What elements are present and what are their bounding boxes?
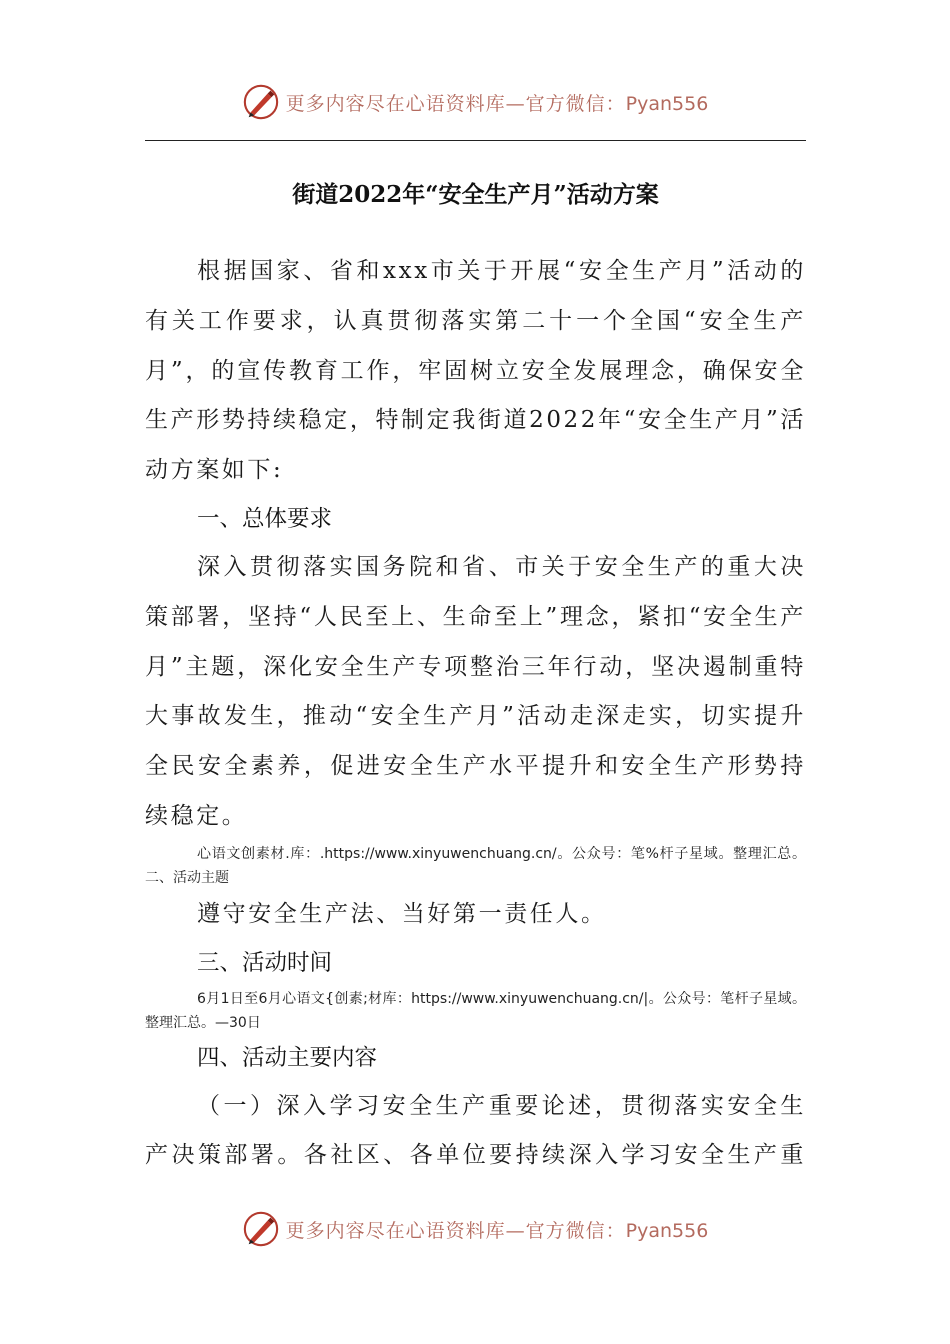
section-heading-3: 三、活动时间 — [197, 949, 333, 976]
intro-paragraph: 根据国家、省和xxx市关于开展“安全生产月”活动的有关工作要求，认真贯彻落实第二十一个全国“安全生产月”，的宣传教育工作，牢固树立安全发展理念，确保安全生产形势持续稳定，特制定我街道2022年“安全生产月”活动方案如下: — [145, 258, 806, 484]
pen-logo-icon — [242, 83, 280, 121]
footer-banner — [0, 1209, 950, 1249]
wechat-id: Pyan556 — [625, 92, 709, 115]
section-4-paragraph: （一）深入学习安全生产重要论述，贯彻落实安全生产决策部署。各社区、各单位要持续深入学习安全生产重 — [145, 1092, 806, 1169]
footer-banner-text: 更多内容尽在心语资料库—官方微信：Pyan556 — [285, 1219, 709, 1242]
document-body — [145, 247, 806, 1181]
watermark-note-2: 6月1日至6月心语文{创素;材库：https://www.xinyuwenchuang.cn/|。公众号：笔杆子星域。整理汇总。—30日 — [145, 990, 806, 1031]
header-divider — [145, 140, 806, 141]
section-heading-1: 一、总体要求 — [197, 505, 333, 532]
wechat-id: Pyan556 — [625, 1219, 709, 1242]
header-banner — [0, 82, 950, 122]
section-1-paragraph: 深入贯彻落实国务院和省、市关于安全生产的重大决策部署，坚持“人民至上、生命至上”理念，紧扣“安全生产月”主题，深化安全生产专项整治三年行动，坚决遏制重特大事故发生，推动“安全生产月”活动走深走实，切实提升全民安全素养，促进安全生产水平提升和安全生产形势持续稳定。 — [145, 553, 806, 829]
section-heading-4: 四、活动主要内容 — [197, 1044, 378, 1071]
watermark-note-1: 心语文创素材.库：.https://www.xinyuwenchuang.cn/。公众号：笔%杆子星域。整理汇总。二、活动主题 — [145, 845, 806, 886]
pen-logo-icon — [242, 1210, 280, 1248]
header-banner-text: 更多内容尽在心语资料库—官方微信：Pyan556 — [285, 92, 709, 115]
section-2-paragraph: 遵守安全生产法、当好第一责任人。 — [197, 900, 607, 927]
document-title: 街道2022年“安全生产月”活动方案 — [292, 181, 659, 208]
